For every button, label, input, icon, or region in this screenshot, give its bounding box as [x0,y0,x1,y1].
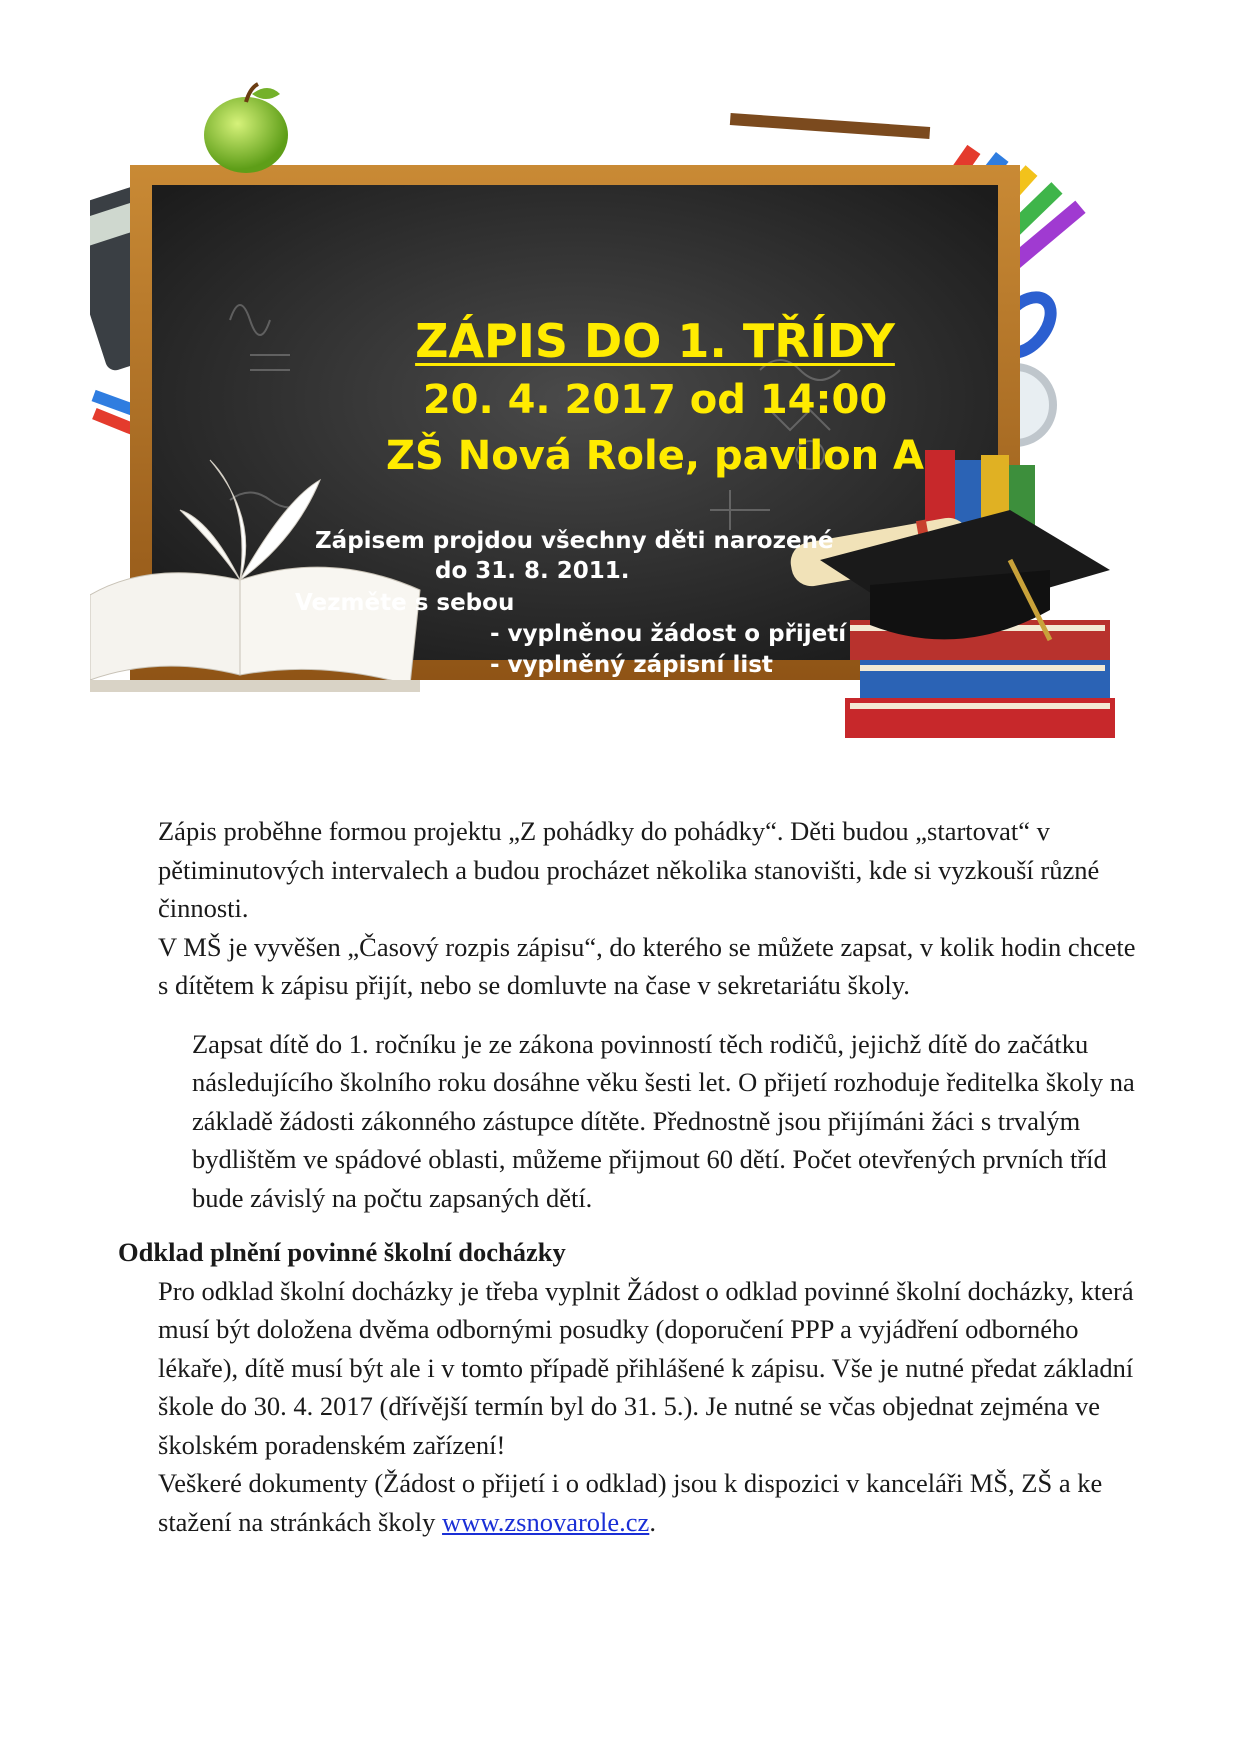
poster-title: ZÁPIS DO 1. TŘÍDY [415,314,895,368]
paragraph-documents [118,1464,1138,1541]
apple-icon [204,84,288,173]
poster [90,80,1130,770]
documents-text: Veškeré dokumenty (Žádost o přijetí i o odklad) jsou k dispozici v kanceláři MŠ, ZŠ a ke stažení na stránkách školy [158,1468,1103,1537]
info-line-1: Zápisem projdou všechny děti narozené [315,528,834,554]
poster-date: 20. 4. 2017 od 14:00 [422,377,888,423]
section-heading: Odklad plnění povinné školní docházky [118,1237,566,1267]
bring-item: - vyplněnou žádost o přijetí [490,621,847,647]
paragraph-schedule: V MŠ je vyvěšen „Časový rozpis zápisu“, do kterého se můžete zapsat, v kolik hodin chcete s dítětem k zápisu přijít, nebo se domluvte na čase v sekretariátu školy. [158,931,1136,1000]
bring-item: - občanský průkaz [490,683,726,709]
document-body [118,812,1138,1541]
bring-item: - vyplněný zápisní list [490,652,773,678]
paragraph-obligation: Zapsat dítě do 1. ročníku je ze zákona povinností těch rodičů, jejichž dítě do začátku následujícího školního roku dosáhne věku šesti let. O přijetí rozhoduje ředitelka školy na základě žádosti zákonného zástupce dítěte. Přednostně jsou přijímáni žáci s trvalým bydlištěm ve spádové oblasti, můžeme přijmout 60 dětí. Počet otevřených prvních tříd bude závislý na počtu zapsaných dětí. [192,1028,1135,1213]
bring-item: - rodný list dítěte [490,714,717,740]
board-text [270,230,1040,750]
info-line-2: do 31. 8. 2011. [435,558,630,584]
paragraph-format: Zápis proběhne formou projektu „Z pohádky do pohádky“. Děti budou „startovat“ v pětiminutových intervalech a budou procházet několika stanovišti, kde si vyzkouší různé činnosti. [158,816,1100,923]
paragraph-deferral: Pro odklad školní docházky je třeba vyplnit Žádost o odklad povinné školní docházky, která musí být doložena dvěma odbornými posudky (doporučení PPP a vyjádření odborného lékaře), dítě musí být ale i v tomto případě přihlášené k zápisu. Vše je nutné předat základní škole do 30. 4. 2017 (dřívější termín byl do 31. 5.). Je nutné se včas objednat zejména ve školském poradenském zařízení! [158,1275,1134,1460]
school-website-link[interactable]: www.zsnovarole.cz [442,1506,650,1537]
poster-place: ZŠ Nová Role, pavilon A [386,433,924,479]
documents-period: . [649,1506,656,1537]
bring-label: Vezměte s sebou [295,590,515,616]
